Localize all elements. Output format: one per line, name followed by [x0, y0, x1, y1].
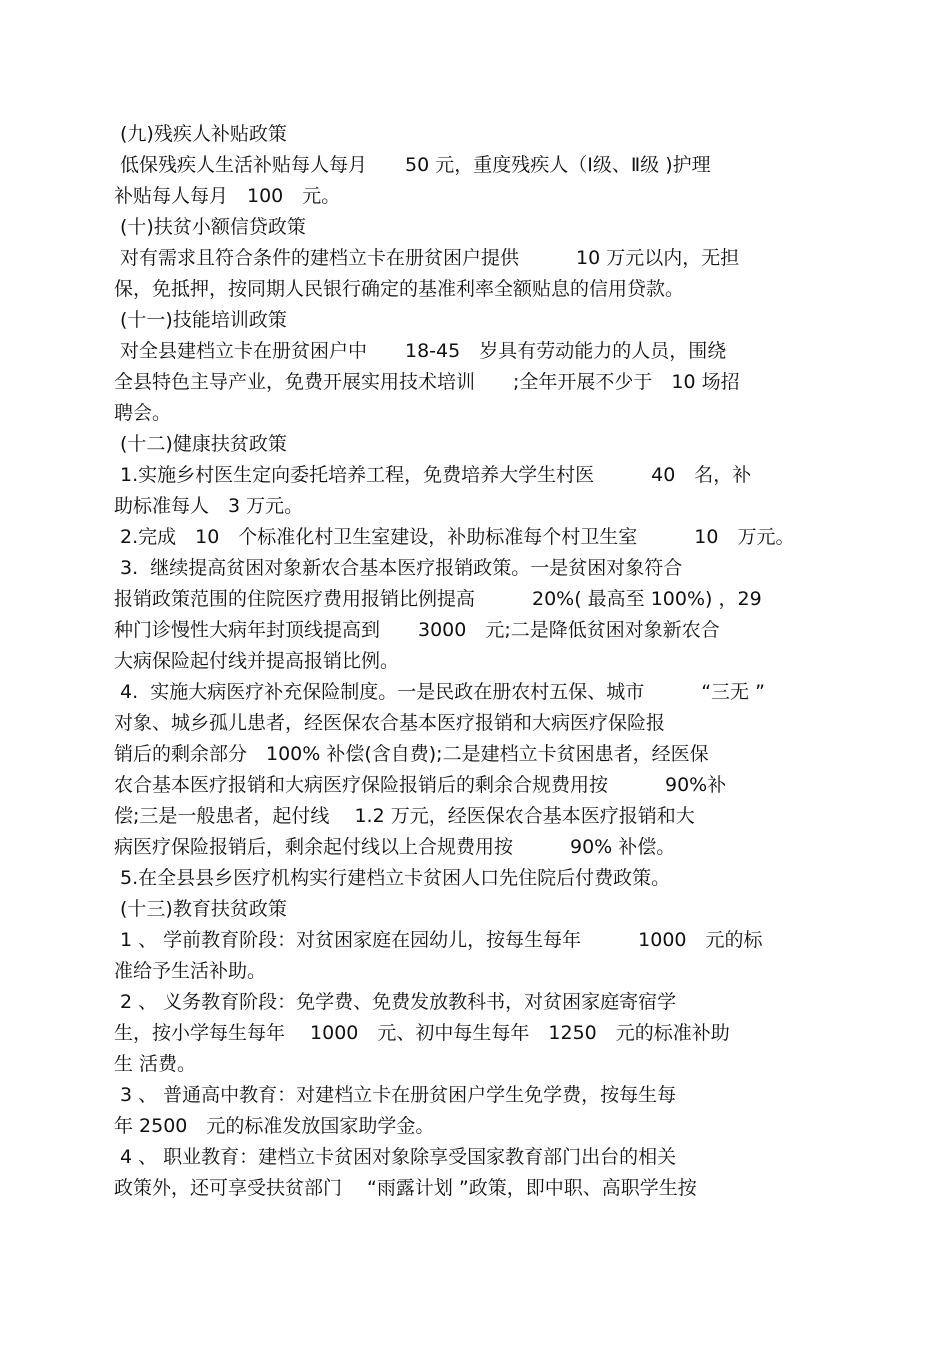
list-item-line: 5.在全县县乡医疗机构实行建档立卡贫困人口先住院后付费政策。 — [120, 867, 671, 889]
list-item-line: 报销政策范围的住院医疗费用报销比例提高 20%( 最高至 100%) ，29 — [114, 588, 762, 610]
list-item-line: 生，按小学每生每年 1000 元、初中每生每年 1250 元的标准补助 — [114, 1022, 730, 1044]
list-item-line: 4 、 职业教育：建档立卡贫困对象除享受国家教育部门出台的相关 — [120, 1146, 677, 1168]
list-item-line: 准给予生活补助。 — [114, 960, 267, 982]
paragraph-line: 补贴每人每月 100 元。 — [114, 185, 341, 207]
paragraph-line: 聘会。 — [114, 402, 172, 424]
paragraph-line: 低保残疾人生活补贴每人每月 50 元，重度残疾人（Ⅰ级、Ⅱ级 )护理 — [120, 154, 711, 176]
list-item-line: 大病保险起付线并提高报销比例。 — [114, 650, 400, 672]
paragraph-line: 对全县建档立卡在册贫困户中 18-45 岁具有劳动能力的人员，围绕 — [120, 340, 727, 362]
list-item-line: 3 、 普通高中教育：对建档立卡在册贫困户学生免学费，按每生每 — [120, 1084, 677, 1106]
paragraph-line: 对有需求且符合条件的建档立卡在册贫困户提供 10 万元以内，无担 — [120, 247, 740, 269]
list-item-line: 对象、城乡孤儿患者，经医保农合基本医疗报销和大病医疗保险报 — [114, 712, 666, 734]
list-item-line: 4. 实施大病医疗补充保险制度。一是民政在册农村五保、城市 “三无 ” — [120, 681, 765, 703]
list-item-line: 生 活费。 — [114, 1053, 197, 1075]
list-item-line: 3. 继续提高贫困对象新农合基本医疗报销政策。一是贫困对象符合 — [120, 557, 683, 579]
section-heading-education-poverty: (十三)教育扶贫政策 — [120, 898, 287, 920]
list-item-line: 种门诊慢性大病年封顶线提高到 3000 元;二是降低贫困对象新农合 — [114, 619, 720, 641]
list-item-line: 偿;三是一般患者，起付线 1.2 万元，经医保农合基本医疗报销和大 — [114, 805, 695, 827]
section-heading-skills-training: (十一)技能培训政策 — [120, 309, 287, 331]
list-item-line: 1 、 学前教育阶段：对贫困家庭在园幼儿，按每生每年 1000 元的标 — [120, 929, 763, 951]
list-item-line: 1.实施乡村医生定向委托培养工程，免费培养大学生村医 40 名，补 — [120, 464, 752, 486]
list-item-line: 2.完成 10 个标准化村卫生室建设，补助标准每个村卫生室 10 万元。 — [120, 526, 795, 548]
list-item-line: 2 、 义务教育阶段：免学费、免费发放教科书，对贫困家庭寄宿学 — [120, 991, 677, 1013]
document-body — [114, 119, 854, 1204]
list-item-line: 政策外，还可享受扶贫部门 “雨露计划 ”政策，即中职、高职学生按 — [114, 1177, 697, 1199]
paragraph-line: 保，免抵押，按同期人民银行确定的基准利率全额贴息的信用贷款。 — [114, 278, 685, 300]
section-heading-microcredit: (十)扶贫小额信贷政策 — [120, 216, 306, 238]
list-item-line: 农合基本医疗报销和大病医疗保险报销后的剩余合规费用按 90%补 — [114, 774, 727, 796]
section-heading-health-poverty: (十二)健康扶贫政策 — [120, 433, 287, 455]
section-heading-disability-subsidy: (九)残疾人补贴政策 — [120, 123, 287, 145]
list-item-line: 销后的剩余部分 100% 补偿(含自费);二是建档立卡贫困患者，经医保 — [114, 743, 709, 765]
list-item-line: 助标准每人 3 万元。 — [114, 495, 304, 517]
list-item-line: 年 2500 元的标准发放国家助学金。 — [114, 1115, 435, 1137]
paragraph-line: 全县特色主导产业，免费开展实用技术培训 ;全年开展不少于 10 场招 — [114, 371, 740, 393]
list-item-line: 病医疗保险报销后，剩余起付线以上合规费用按 90% 补偿。 — [114, 836, 676, 858]
